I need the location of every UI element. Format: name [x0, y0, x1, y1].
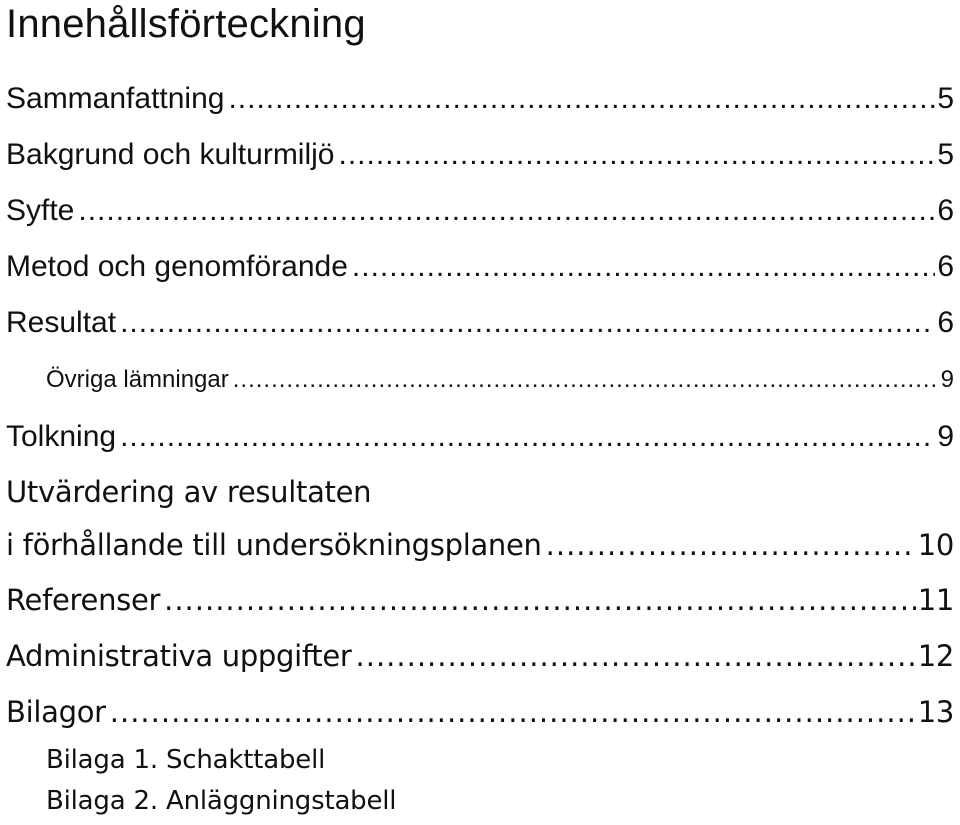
toc-entry-tolkning[interactable] — [6, 420, 954, 454]
toc-entry-administrativa[interactable] — [6, 639, 954, 673]
toc-entry-syfte[interactable] — [6, 194, 954, 228]
page-title: Innehållsförteckning — [6, 2, 366, 46]
toc-entry-label: Övriga lämningar — [46, 366, 229, 393]
toc-entry-label-line1[interactable]: Utvärdering av resultaten — [6, 475, 372, 509]
toc-entry-bilagor[interactable] — [6, 695, 954, 729]
toc-page-number: 6 — [937, 306, 954, 339]
toc-entry-label: Sammanfattning — [6, 82, 225, 115]
toc-entry-ovriga-lamningar[interactable] — [46, 366, 954, 394]
toc-entry-label: Metod och genomförande — [6, 250, 348, 283]
toc-entry-label: Bilagor — [6, 695, 106, 729]
toc-page-number: 5 — [937, 138, 954, 171]
dot-leader — [110, 695, 916, 729]
toc-page-number: 11 — [917, 583, 954, 617]
toc-entry-label: Resultat — [6, 306, 117, 339]
toc-entry-sammanfattning[interactable] — [6, 82, 954, 116]
toc-entry-metod[interactable] — [6, 250, 954, 284]
toc-page-number: 13 — [917, 695, 954, 729]
appendix-item[interactable]: Bilaga 1. Schakttabell — [46, 745, 326, 775]
toc-entry-label: Syfte — [6, 194, 75, 227]
dot-leader — [120, 306, 935, 340]
toc-page-number: 5 — [937, 82, 954, 115]
dot-leader — [352, 250, 935, 284]
toc-entry-label: Administrativa uppgifter — [6, 639, 352, 673]
toc-page-number: 12 — [917, 639, 954, 673]
dot-leader — [78, 194, 935, 228]
dot-leader — [120, 420, 935, 454]
appendix-item[interactable]: Bilaga 2. Anläggningstabell — [46, 786, 397, 816]
dot-leader — [356, 639, 916, 673]
toc-entry-label: Tolkning — [6, 420, 117, 453]
dot-leader — [164, 583, 916, 617]
toc-entry-utvardering[interactable] — [6, 528, 954, 562]
toc-entry-resultat[interactable] — [6, 306, 954, 340]
toc-entry-label: Referenser — [6, 583, 161, 617]
toc-page-number: 10 — [917, 528, 954, 562]
toc-page-number: 6 — [937, 194, 954, 227]
toc-entry-label: Bakgrund och kulturmiljö — [6, 138, 335, 171]
dot-leader — [339, 138, 936, 172]
toc-page-number: 9 — [940, 366, 954, 393]
toc-page-number: 9 — [937, 420, 954, 453]
dot-leader — [228, 82, 935, 116]
toc-entry-bakgrund[interactable] — [6, 138, 954, 172]
toc-entry-referenser[interactable] — [6, 583, 954, 617]
dot-leader — [233, 366, 939, 394]
toc-entry-label: i förhållande till undersökningsplanen — [6, 528, 542, 562]
dot-leader — [546, 528, 916, 562]
toc-page-number: 6 — [937, 250, 954, 283]
